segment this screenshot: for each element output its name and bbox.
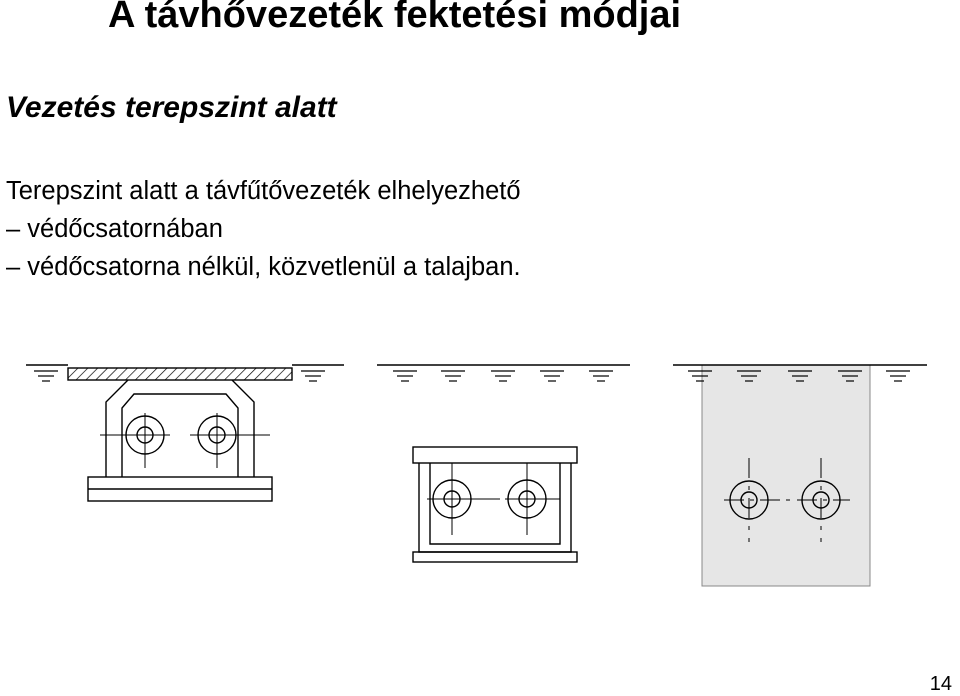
figure-box-duct (377, 365, 630, 562)
cover-slab (68, 368, 292, 380)
body-line-3: – védőcsatorna nélkül, közvetlenül a talajban. (6, 253, 521, 281)
body-line-2: – védőcsatornában (6, 215, 223, 243)
body-line-1: Terepszint alatt a távfűtővezeték elhelyezhető (6, 177, 521, 205)
pipe (100, 413, 170, 468)
ground-symbols (393, 371, 613, 381)
page-number: 14 (929, 673, 952, 695)
box-outer-wall (419, 463, 571, 552)
soil-trench (702, 365, 870, 586)
body-text (6, 172, 521, 286)
pipe (190, 413, 270, 468)
figure-duct-with-slab (26, 365, 344, 501)
box-inner-wall (430, 463, 560, 544)
box-base (413, 552, 577, 562)
slide-title: A távhővezeték fektetési módjai (108, 0, 682, 36)
ground-symbol (301, 371, 325, 381)
pipe (505, 463, 560, 535)
ground-symbol (34, 371, 58, 381)
slide-subtitle: Vezetés terepszint alatt (6, 91, 337, 124)
box-top-cover (413, 447, 577, 463)
pipe (427, 463, 500, 535)
figures (0, 340, 960, 600)
figure-direct-burial (673, 365, 927, 586)
